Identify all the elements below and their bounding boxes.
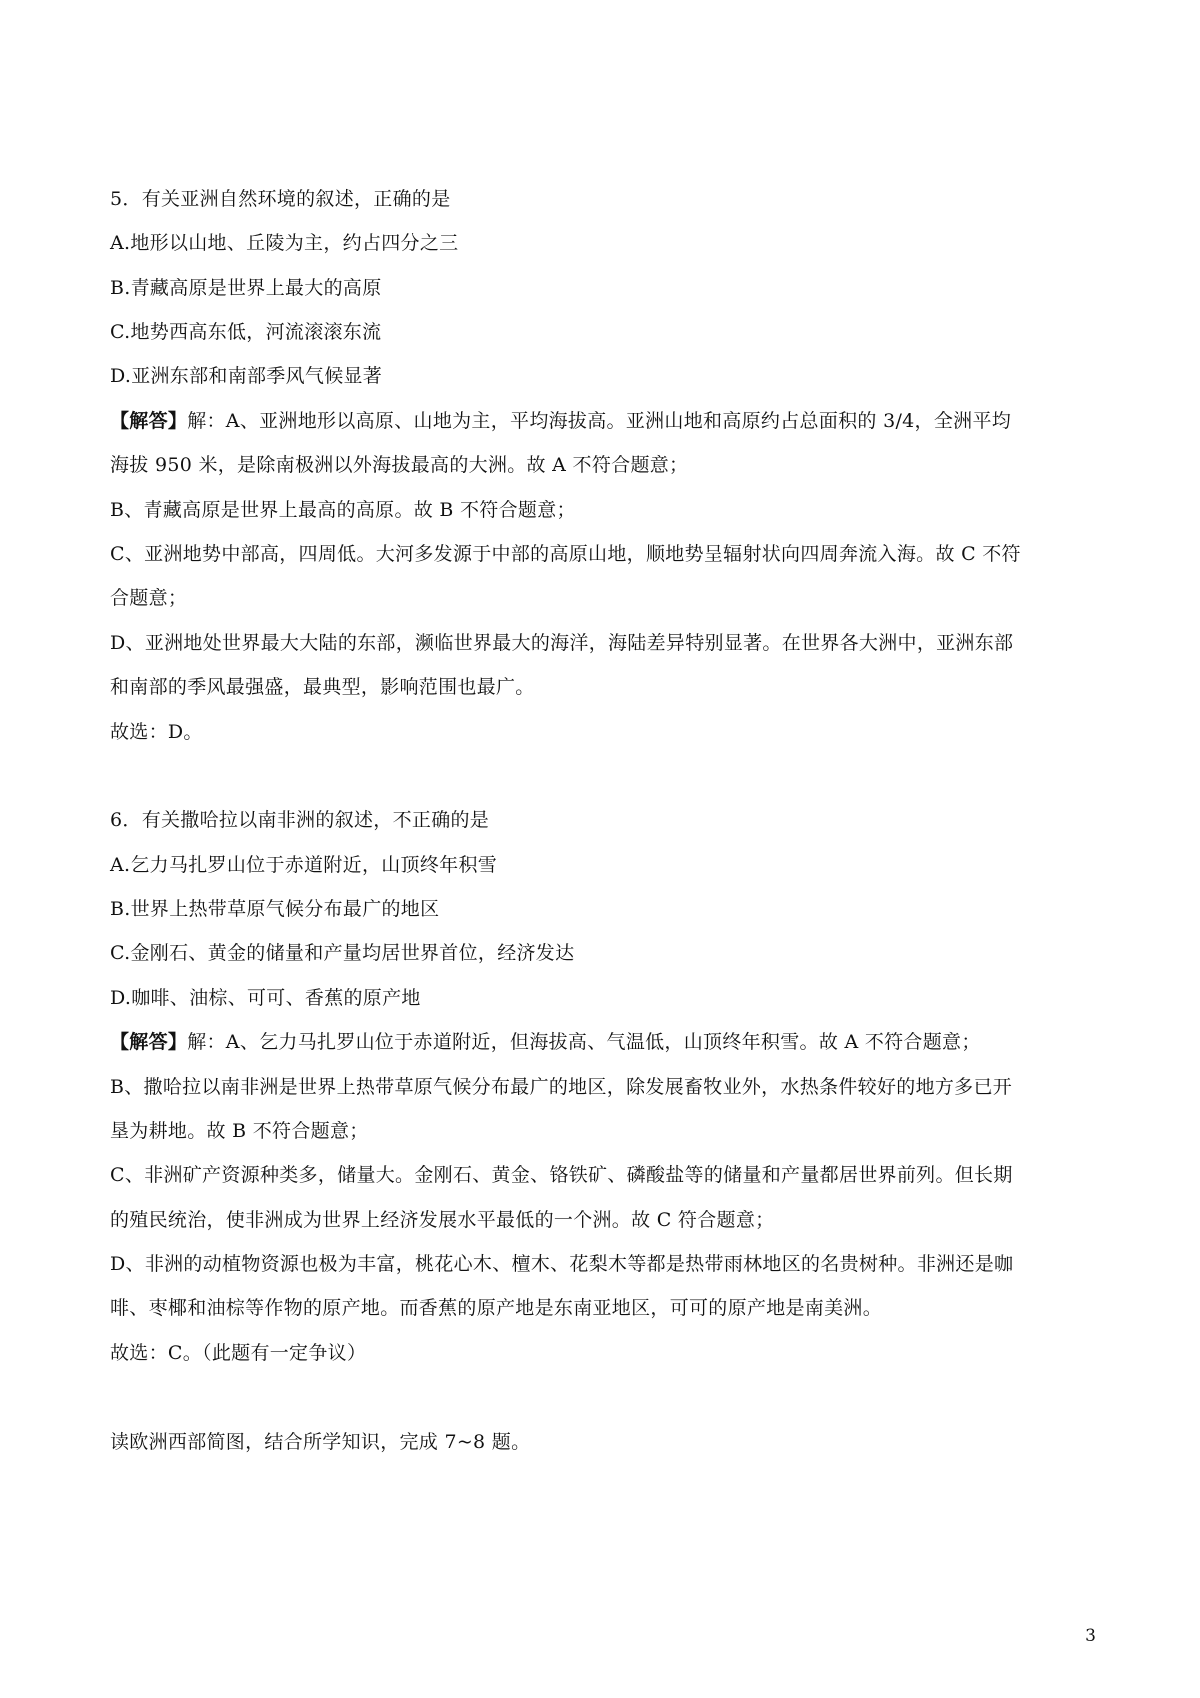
question-5-option-b: B.青藏高原是世界上最大的高原 xyxy=(110,277,382,299)
answer-text: 解：A、亚洲地形以高原、山地为主，平均海拔高。亚洲山地和高原约占总面积的 3/4，全洲平均 xyxy=(187,410,1012,432)
question-6-option-b: B.世界上热带草原气候分布最广的地区 xyxy=(110,898,440,920)
question-5-answer-line: 海拔 950 米，是除南极洲以外海拔最高的大洲。故 A 不符合题意； xyxy=(110,454,689,476)
page-number: 3 xyxy=(1085,1626,1096,1646)
answer-label: 【解答】 xyxy=(110,410,188,432)
answer-label: 【解答】 xyxy=(110,1031,188,1053)
question-6-answer-line: B、撒哈拉以南非洲是世界上热带草原气候分布最广的地区，除发展畜牧业外，水热条件较好的地方多已开 xyxy=(110,1076,1013,1098)
question-6-answer-line xyxy=(110,1029,1100,1055)
question-6-answer-line: 啡、枣椰和油棕等作物的原产地。而香蕉的原产地是东南亚地区，可可的原产地是南美洲。 xyxy=(110,1297,883,1319)
question-5-stem: 5．有关亚洲自然环境的叙述，正确的是 xyxy=(110,188,451,210)
question-6-choice: 故选：C。（此题有一定争议） xyxy=(110,1342,367,1364)
section-intro: 读欧洲西部简图，结合所学知识，完成 7~8 题。 xyxy=(110,1431,531,1453)
question-5-option-d: D.亚洲东部和南部季风气候显著 xyxy=(110,365,383,387)
question-5-answer-line: 和南部的季风最强盛，最典型，影响范围也最广。 xyxy=(110,676,535,698)
question-6-answer-line: D、非洲的动植物资源也极为丰富，桃花心木、檀木、花梨木等都是热带雨林地区的名贵树种。非洲还是咖 xyxy=(110,1253,1014,1275)
question-6-answer-line: 的殖民统治，使非洲成为世界上经济发展水平最低的一个洲。故 C 符合题意； xyxy=(110,1209,775,1231)
question-6-answer-line: C、非洲矿产资源种类多，储量大。金刚石、黄金、铬铁矿、磷酸盐等的储量和产量都居世界前列。但长期 xyxy=(110,1164,1013,1186)
question-5-answer-line: C、亚洲地势中部高，四周低。大河多发源于中部的高原山地，顺地势呈辐射状向四周奔流入海。故 C 不符 xyxy=(110,543,1021,565)
question-5-answer-line: B、青藏高原是世界上最高的高原。故 B 不符合题意； xyxy=(110,499,576,521)
question-6-option-c: C.金刚石、黄金的储量和产量均居世界首位，经济发达 xyxy=(110,942,575,964)
question-6-answer-line: 垦为耕地。故 B 不符合题意； xyxy=(110,1120,369,1142)
question-6-option-d: D.咖啡、油棕、可可、香蕉的原产地 xyxy=(110,987,421,1009)
question-6-option-a: A.乞力马扎罗山位于赤道附近，山顶终年积雪 xyxy=(110,854,498,876)
answer-text: 解：A、乞力马扎罗山位于赤道附近，但海拔高、气温低，山顶终年积雪。故 A 不符合题意； xyxy=(187,1031,981,1053)
question-5-answer-line: D、亚洲地处世界最大大陆的东部，濒临世界最大的海洋，海陆差异特别显著。在世界各大洲中，亚洲东部 xyxy=(110,632,1014,654)
question-5-choice: 故选：D。 xyxy=(110,721,203,743)
question-6-stem: 6．有关撒哈拉以南非洲的叙述，不正确的是 xyxy=(110,809,490,831)
question-5-option-c: C.地势西高东低，河流滚滚东流 xyxy=(110,321,382,343)
question-5-option-a: A.地形以山地、丘陵为主，约占四分之三 xyxy=(110,232,459,254)
question-5-answer-line xyxy=(110,408,1100,434)
question-5-answer-line: 合题意； xyxy=(110,587,188,609)
